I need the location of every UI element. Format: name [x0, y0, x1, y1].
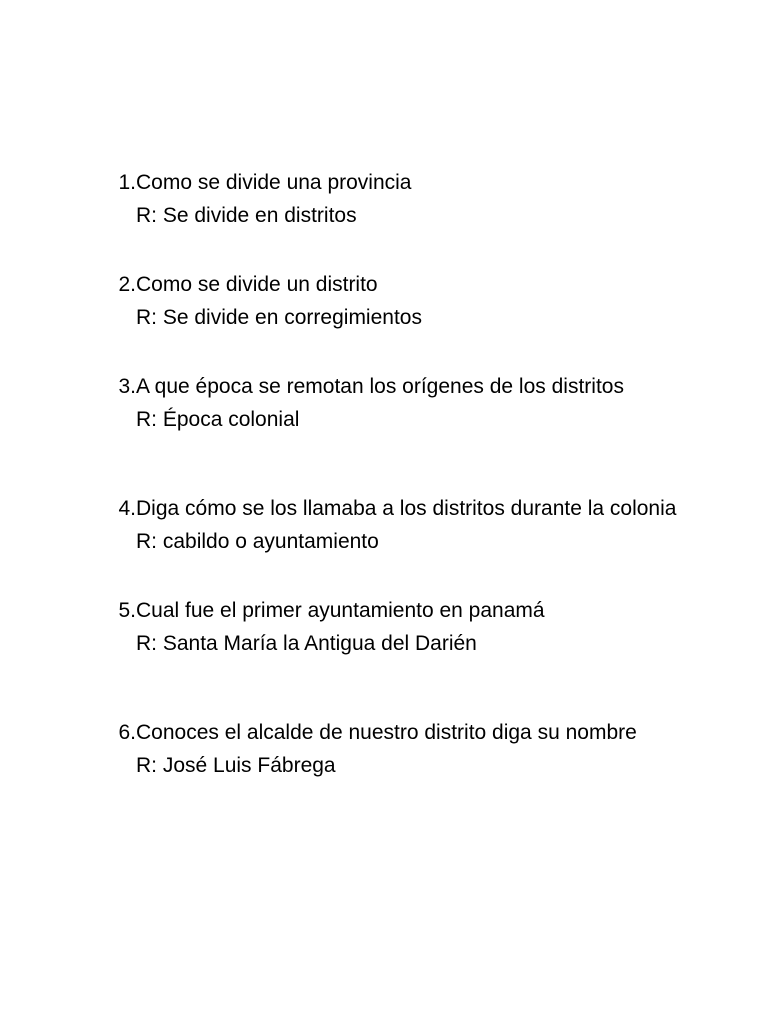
item-number: 1.	[118, 171, 136, 194]
item-body	[136, 716, 700, 782]
answer-text: R: José Luis Fábrega	[136, 754, 336, 777]
answer-text: R: Época colonial	[136, 408, 300, 431]
question-text: Como se divide un distrito	[136, 273, 378, 296]
question-text: Conoces el alcalde de nuestro distrito diga su nombre	[136, 721, 637, 744]
question-text: Como se divide una provincia	[136, 171, 412, 194]
item-number: 3.	[118, 375, 136, 398]
list-item	[110, 594, 700, 660]
item-number: 5.	[118, 599, 136, 622]
question-list	[110, 166, 700, 782]
list-item	[110, 492, 700, 558]
item-body	[136, 370, 700, 436]
item-number: 6.	[118, 721, 136, 744]
answer-text: R: Santa María la Antigua del Darién	[136, 632, 477, 655]
item-number: 2.	[118, 273, 136, 296]
item-number: 4.	[118, 497, 136, 520]
item-body	[136, 268, 700, 334]
list-item	[110, 166, 700, 232]
question-text: Diga cómo se los llamaba a los distritos durante la colonia	[136, 497, 677, 520]
list-item	[110, 370, 700, 436]
item-body	[136, 166, 700, 232]
question-text: Cual fue el primer ayuntamiento en panamá	[136, 599, 545, 622]
question-text: A que época se remotan los orígenes de los distritos	[136, 375, 624, 398]
answer-text: R: cabildo o ayuntamiento	[136, 530, 379, 553]
item-body	[136, 594, 700, 660]
list-item	[110, 268, 700, 334]
list-item	[110, 716, 700, 782]
item-body	[136, 492, 700, 558]
answer-text: R: Se divide en distritos	[136, 204, 357, 227]
answer-text: R: Se divide en corregimientos	[136, 306, 422, 329]
